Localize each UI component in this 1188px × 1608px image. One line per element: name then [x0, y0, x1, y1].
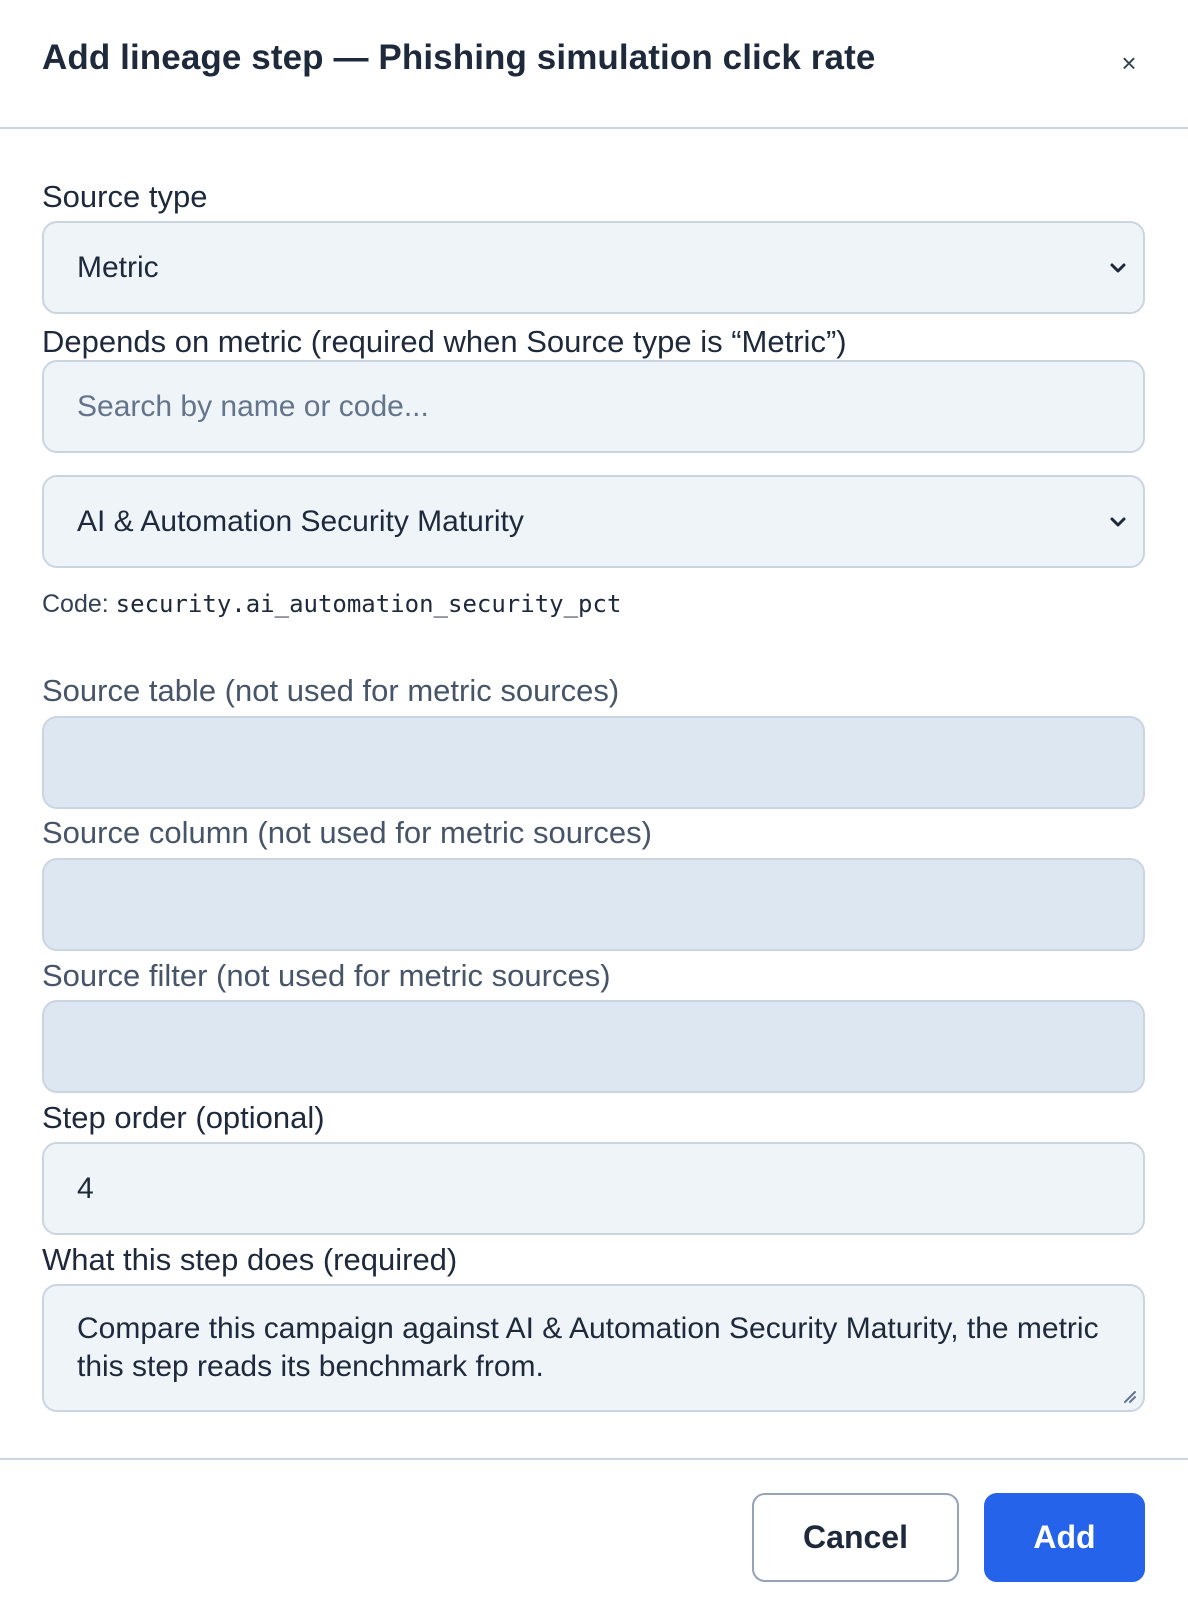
- metric-code-value: security.ai_automation_security_pct: [115, 590, 622, 618]
- source-type-value: Metric: [77, 250, 159, 284]
- chevron-down-icon: [1107, 511, 1129, 533]
- depends-on-metric-label: Depends on metric (required when Source type is “Metric”): [42, 324, 847, 359]
- source-table-input: [42, 716, 1145, 809]
- footer-divider: [0, 1458, 1188, 1460]
- cancel-button[interactable]: Cancel: [752, 1493, 959, 1582]
- step-order-input[interactable]: [42, 1142, 1145, 1235]
- chevron-down-icon: [1107, 257, 1129, 279]
- metric-select[interactable]: [42, 475, 1145, 568]
- metric-search-placeholder: Search by name or code...: [77, 389, 429, 423]
- step-description-textarea[interactable]: [42, 1284, 1145, 1412]
- metric-select-value: AI & Automation Security Maturity: [77, 504, 524, 538]
- step-description-value: Compare this campaign against AI & Automation Security Maturity, the metric this step reads its benchmark from.: [77, 1312, 1099, 1383]
- dialog-title: Add lineage step — Phishing simulation click rate: [42, 38, 876, 77]
- source-type-label: Source type: [42, 179, 208, 214]
- step-order-value: 4: [77, 1171, 94, 1205]
- source-table-label: Source table (not used for metric sources): [42, 673, 620, 708]
- metric-search-input[interactable]: [42, 360, 1145, 453]
- resize-grip-icon[interactable]: [1119, 1386, 1137, 1404]
- source-filter-label: Source filter (not used for metric sources): [42, 958, 611, 993]
- close-icon[interactable]: ×: [1121, 47, 1137, 78]
- source-column-label: Source column (not used for metric sources): [42, 815, 652, 850]
- add-button[interactable]: Add: [984, 1493, 1145, 1582]
- step-description-label: What this step does (required): [42, 1242, 458, 1277]
- step-order-label: Step order (optional): [42, 1100, 325, 1135]
- source-column-input: [42, 858, 1145, 951]
- dialog-header: [0, 0, 1188, 129]
- source-type-select[interactable]: [42, 221, 1145, 314]
- metric-code-prefix: Code:: [42, 590, 109, 618]
- source-filter-input: [42, 1000, 1145, 1093]
- metric-code-hint: [42, 590, 621, 619]
